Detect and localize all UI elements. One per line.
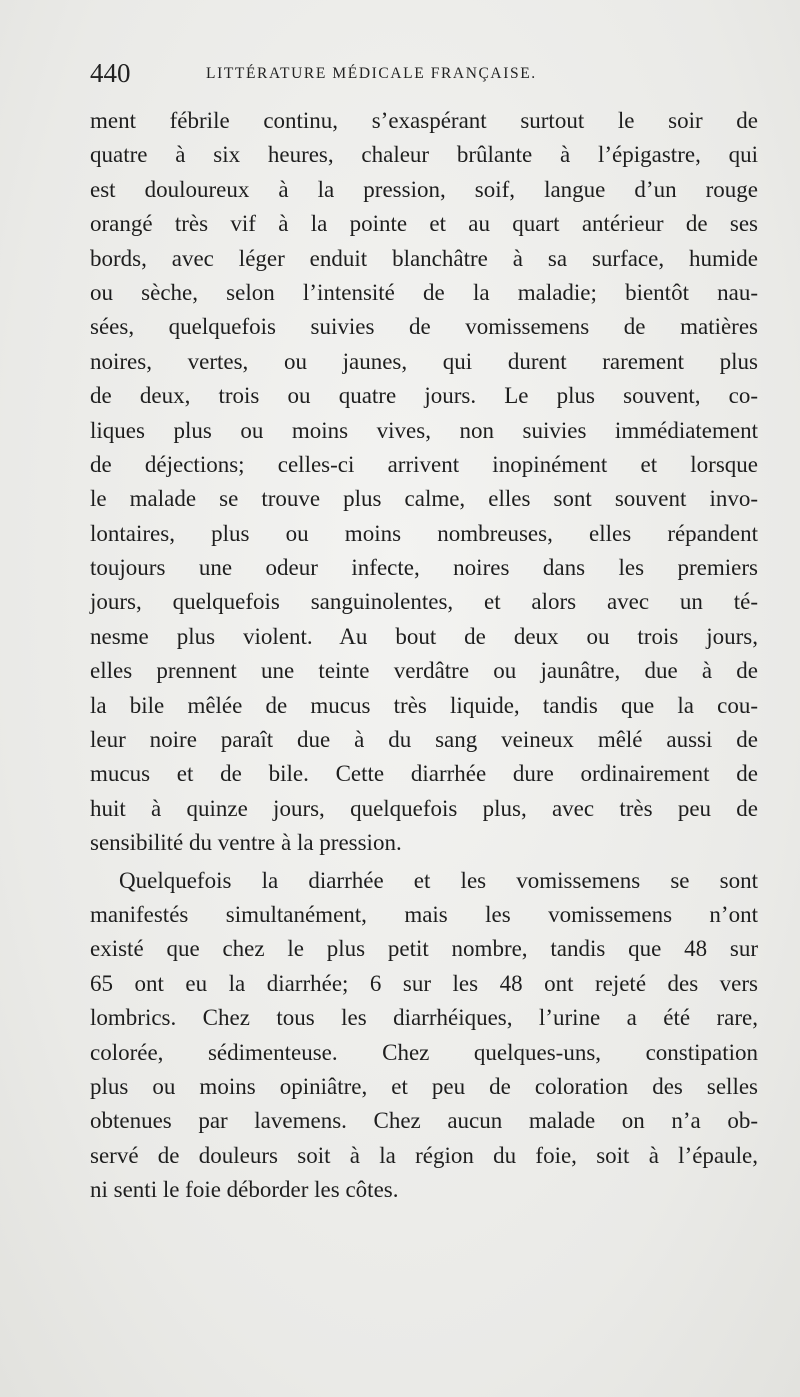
text-line: plus ou moins opiniâtre, et peu de coloration des selles — [90, 1073, 758, 1099]
text-line: noires, vertes, ou jaunes, qui durent rarement plus — [90, 348, 758, 374]
text-line: la bile mêlée de mucus très liquide, tandis que la cou- — [90, 692, 758, 718]
text-line: leur noire paraît due à du sang veineux mêlé aussi de — [90, 727, 758, 753]
text-line: ni senti le foie déborder les côtes. — [90, 1177, 399, 1203]
text-line: Quelquefois la diarrhée et les vomissemens se sont — [119, 867, 758, 893]
text-line: de deux, trois ou quatre jours. Le plus souvent, co- — [90, 383, 758, 409]
text-line: existé que chez le plus petit nombre, tandis que 48 sur — [90, 936, 758, 962]
text-line: nesme plus violent. Au bout de deux ou trois jours, — [90, 623, 758, 649]
text-line: lombrics. Chez tous les diarrhéiques, l’urine a été rare, — [90, 1005, 758, 1031]
text-line: ment fébrile continu, s’exaspérant surtout le soir de — [90, 108, 758, 133]
text-line: huit à quinze jours, quelquefois plus, avec très peu de — [90, 795, 758, 821]
body-text — [90, 104, 758, 1208]
text-line: mucus et de bile. Cette diarrhée dure ordinairement de — [90, 761, 758, 787]
running-title: LITTÉRATURE MÉDICALE FRANÇAISE. — [206, 65, 537, 82]
text-line: ou sèche, selon l’intensité de la maladie; bientôt nau- — [90, 279, 758, 305]
text-line: obtenues par lavemens. Chez aucun malade on n’a ob- — [90, 1108, 758, 1134]
text-line: manifestés simultanément, mais les vomissemens n’ont — [90, 901, 758, 927]
text-line: bords, avec léger enduit blanchâtre à sa surface, humide — [90, 245, 758, 271]
page-header — [90, 58, 750, 92]
text-line: orangé très vif à la pointe et au quart antérieur de ses — [90, 211, 758, 237]
page-number: 440 — [90, 58, 131, 88]
text-line: elles prennent une teinte verdâtre ou jaunâtre, due à de — [90, 658, 758, 684]
text-line: 65 ont eu la diarrhée; 6 sur les 48 ont rejeté des vers — [90, 970, 758, 996]
text-line: liques plus ou moins vives, non suivies immédiatement — [90, 417, 758, 443]
paragraph-1 — [90, 104, 758, 861]
text-line: est douloureux à la pression, soif, langue d’un rouge — [90, 176, 758, 202]
paragraph-2 — [90, 864, 758, 1208]
text-line: quatre à six heures, chaleur brûlante à l’épigastre, qui — [90, 142, 758, 168]
text-line: sées, quelquefois suivies de vomissemens de matières — [90, 314, 758, 340]
text-line: colorée, sédimenteuse. Chez quelques-uns, constipation — [90, 1039, 758, 1065]
text-line: servé de douleurs soit à la région du foie, soit à l’épaule, — [90, 1142, 758, 1168]
text-line: jours, quelquefois sanguinolentes, et alors avec un té- — [90, 589, 758, 615]
text-line: le malade se trouve plus calme, elles sont souvent invo- — [90, 486, 758, 512]
text-line: sensibilité du ventre à la pression. — [90, 830, 402, 856]
text-line: toujours une odeur infecte, noires dans les premiers — [90, 555, 758, 581]
text-line: lontaires, plus ou moins nombreuses, elles répandent — [90, 520, 758, 546]
text-line: de déjections; celles-ci arrivent inopinément et lorsque — [90, 451, 758, 477]
